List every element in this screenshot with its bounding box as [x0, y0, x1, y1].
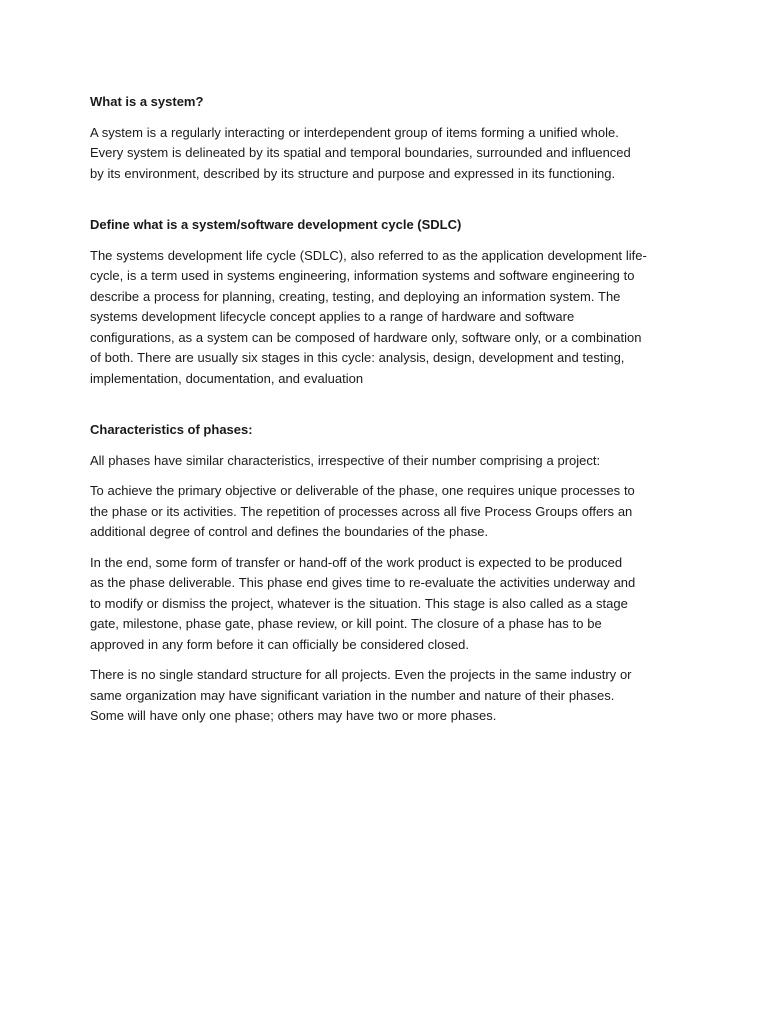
- text-line: To achieve the primary objective or deliverable of the phase, one requires unique processes to: [90, 483, 635, 498]
- text-line: All phases have similar characteristics, irrespective of their number comprising a project:: [90, 452, 601, 468]
- section-spacer: [90, 194, 690, 215]
- text-line: of both. There are usually six stages in this cycle: analysis, design, development and testing,: [90, 350, 625, 365]
- text-line: additional degree of control and defines the boundaries of the phase.: [90, 524, 489, 539]
- paragraph: [90, 451, 690, 472]
- text-line: configurations, as a system can be composed of hardware only, software only, or a combination: [90, 329, 642, 345]
- text-line: Some will have only one phase; others may have two or more phases.: [90, 708, 497, 723]
- text-line: the phase or its activities. The repetition of processes across all five Process Groups offers an: [90, 503, 633, 519]
- section-spacer: [90, 399, 690, 420]
- section-heading: Define what is a system/software development cycle (SDLC): [90, 217, 462, 232]
- text-line: Every system is delineated by its spatial and temporal boundaries, surrounded and influenced: [90, 145, 631, 160]
- section-heading: Characteristics of phases:: [90, 422, 253, 437]
- text-line: describe a process for planning, creating, testing, and deploying an information system. The: [90, 288, 621, 304]
- section-heading: What is a system?: [90, 94, 204, 109]
- paragraph: [90, 246, 690, 390]
- text-line: A system is a regularly interacting or interdependent group of items forming a unified whole.: [90, 124, 619, 140]
- paragraph: [90, 123, 690, 185]
- text-line: There is no single standard structure for all projects. Even the projects in the same industry or: [90, 667, 632, 682]
- section-sdlc-definition: [90, 215, 690, 389]
- paragraph: [90, 553, 690, 656]
- section-characteristics-of-phases: [90, 420, 690, 727]
- paragraph: [90, 481, 690, 543]
- text-line: cycle, is a term used in systems engineering, information systems and software engineering to: [90, 268, 635, 283]
- text-line: The systems development life cycle (SDLC), also referred to as the application development life-: [90, 247, 647, 263]
- document-page: [90, 92, 690, 737]
- text-line: same organization may have significant variation in the number and nature of their phases.: [90, 687, 615, 703]
- text-line: as the phase deliverable. This phase end gives time to re-evaluate the activities underway and: [90, 575, 636, 590]
- text-line: approved in any form before it can officially be considered closed.: [90, 636, 469, 652]
- text-line: to modify or dismiss the project, whatever is the situation. This stage is also called as a stage: [90, 595, 628, 611]
- text-line: implementation, documentation, and evaluation: [90, 370, 364, 386]
- text-line: systems development lifecycle concept applies to a range of hardware and software: [90, 309, 575, 324]
- section-what-is-a-system: [90, 92, 690, 184]
- text-line: gate, milestone, phase gate, phase review, or kill point. The closure of a phase has to be: [90, 616, 602, 631]
- paragraph: [90, 665, 690, 727]
- text-line: by its environment, described by its structure and purpose and expressed in its functioning.: [90, 165, 616, 181]
- text-line: In the end, some form of transfer or hand-off of the work product is expected to be produced: [90, 554, 623, 570]
